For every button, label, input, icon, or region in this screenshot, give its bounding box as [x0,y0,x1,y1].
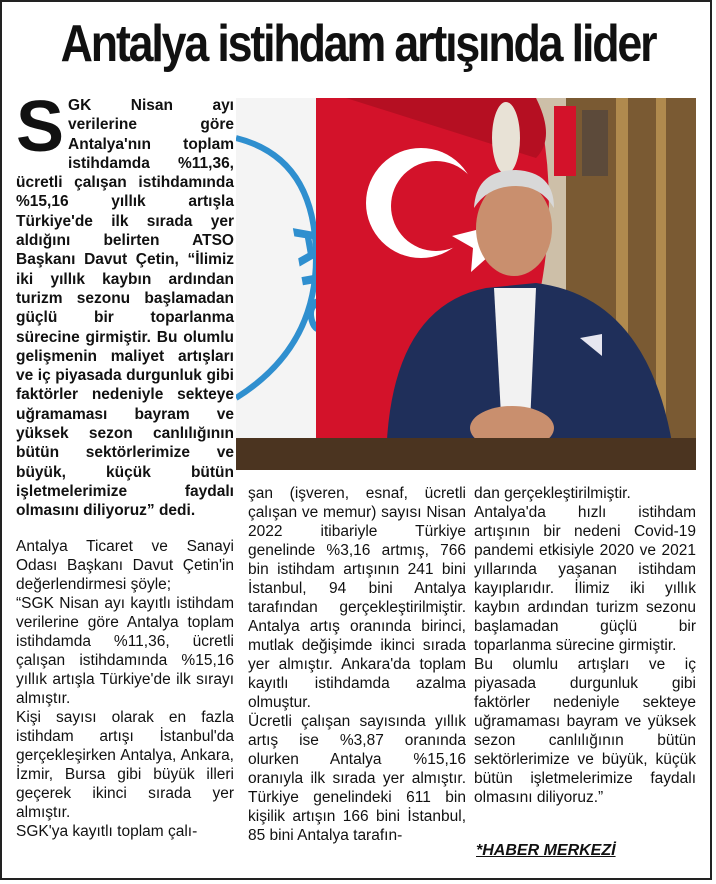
lead-paragraph [16,87,234,521]
vase [492,102,520,174]
article-photo [236,98,696,470]
column-paragraph: dan gerçekleştirilmiştir. [474,485,631,502]
column-paragraph: Kişi sayısı olarak en fazla istihdam artışı İstanbul'da gerçekleşirken Antalya, Ankara, İzmir, Bursa gibi büyük illeri geçerek ikinci sırada yer almıştır. [16,709,234,821]
desk [236,438,696,470]
portrait-frame [582,110,608,176]
dropcap: S [16,87,65,167]
column-paragraph: “SGK Nisan ayı kayıtlı istihdam verilerine göre Antalya toplam istihdamda %11,36, ücretli çalışan istihdamında %15,16 yıllık artışla Türkiye'de ilk sırayı almıştır. [16,595,234,707]
column-2 [248,484,466,845]
column-paragraph: Antalya'da hızlı istihdam artışının bir nedeni Covid-19 pandemi etkisiyle 2020 ve 2021 yıllarında yaşanan istihdam kayıplarıdır. İlimiz iki yıllık kaybın ardından turizm sezonu başlamadan güçlü bir toparlanma sürecine girmiştir. [474,504,696,654]
lead-text: GK Nisan ayı verilerine göre Antalya'nın toplam istihdamda %11,36, ücretli çalışan istihdamında %15,16 yıllık artışla Türkiye'de ilk sırada yer aldığını belirten ATSO Başkanı Davut Çetin, “İlimiz iki yıllık kaybın ardından turizm sezonu başlamadan güçlü bir toparlanma sürecine girmiştir. Bu olumlu gelişmenin maliyet artışları ve iç piyasada durgunluk gibi faktörler nedeniyle sekteye uğramaması bayram ve yüksek sezon canlılığının bütün sektörlerimize ve büyük, küçük bütün işletmelerimize faydalı olmasını diliyoruz” dedi. [16,97,234,520]
column-paragraph: Ücretli çalışan sayısında yıllık artış ise %3,87 oranında olurken Antalya %15,16 oranıyla ilk sırada yer almıştır. Türkiye genelindeki 611 bin kişilik artışın 166 bini İstanbul, 85 bini Antalya tarafın- [248,713,466,844]
column-paragraph: SGK'ya kayıtlı toplam çalı- [16,823,198,840]
column-paragraph: şan (işveren, esnaf, ücretli çalışan ve memur) sayısı Nisan 2022 itibariyle Türkiye genelinde %3,16 artmış, 766 bin istihdam artışının 241 bini İstanbul, 94 bini Antalya tarafından gerçekleştirilmiştir. Antalya artış oranında birinci, mutlak değişimde ikinci sırada yer almıştır. Ankara'da toplam kayıtlı istihdamda azalma olmuştur. [248,485,466,711]
article-headline: Antalya istihdam artışında lider [60,15,656,73]
author-byline: *HABER MERKEZİ [476,842,616,859]
column-paragraph: Antalya Ticaret ve Sanayi Odası Başkanı Davut Çetin'in değerlendirmesi şöyle; [16,538,234,593]
column-paragraph: Bu olumlu artışları ve iç piyasada durgunluk gibi faktörler nedeniyle sekteye uğramaması bayram ve yüksek sezon canlılığının bütün sektörlerimize ve büyük, küçük bütün işletmelerimize faydalı olmasını diliyoruz.” [474,656,696,806]
column-1 [16,537,234,841]
column-3 [474,484,696,807]
small-flag [554,106,576,176]
